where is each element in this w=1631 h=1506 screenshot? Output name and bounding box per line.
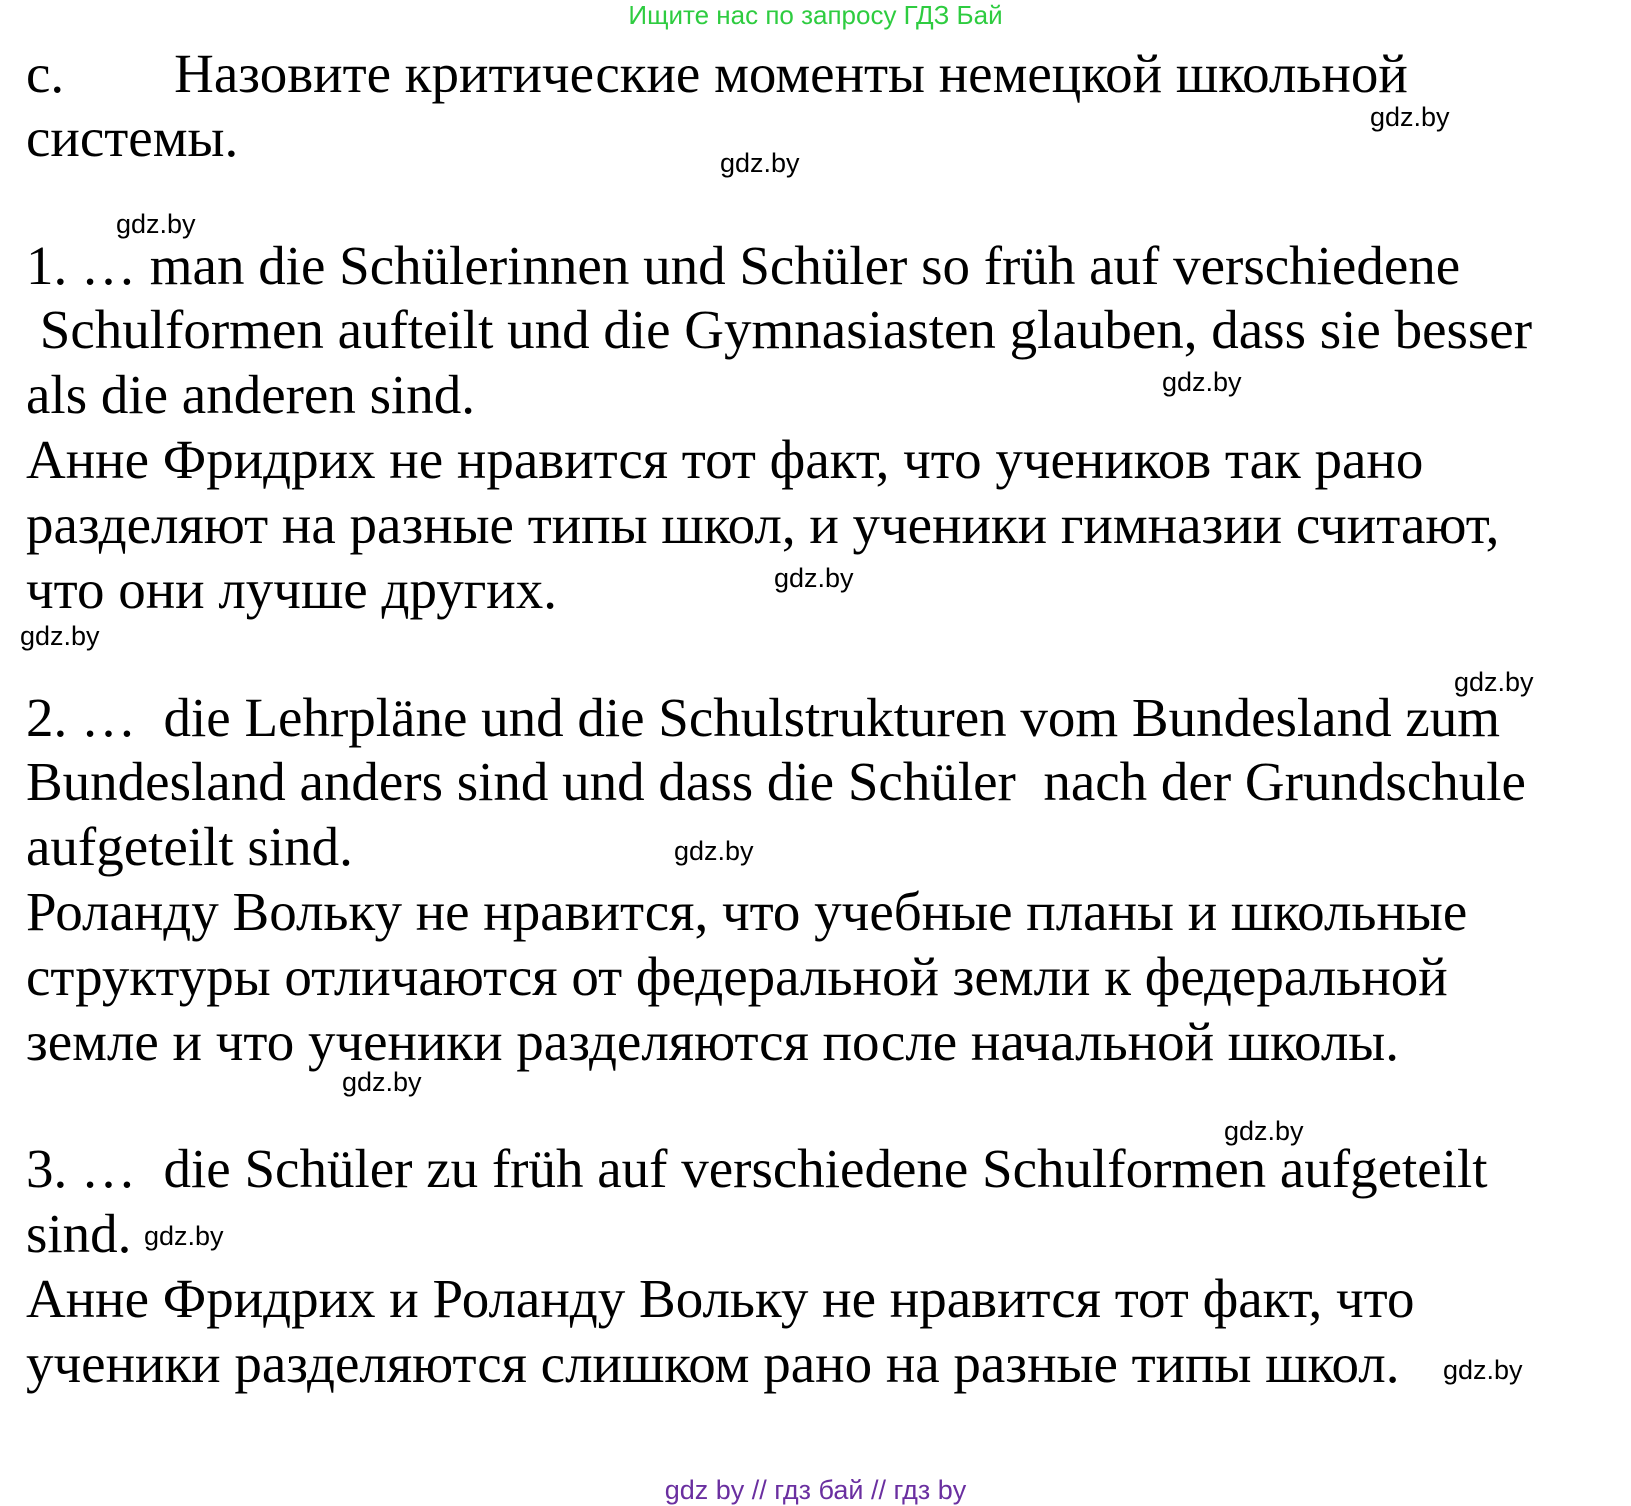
heading-line-2: системы. [26, 107, 239, 168]
item-2-ru-line-1: Роланду Вольку не нравится, что учебные планы и школьные [26, 881, 1468, 942]
item-1-ru-line-1: Анне Фридрих не нравится тот факт, что учеников так рано [26, 429, 1424, 490]
item-1-ru-line-2: разделяют на разные типы школ, и ученики гимназии считают, [26, 494, 1500, 555]
item-2-de-line-3: aufgeteilt sind. [26, 816, 353, 877]
watermark: gdz.by [1370, 102, 1450, 132]
watermark: gdz.by [774, 563, 854, 593]
watermark: gdz.by [1454, 667, 1534, 697]
item-2-de-line-1: 2. … die Lehrpläne und die Schulstrukturen vom Bundesland zum [26, 687, 1501, 748]
item-1-de-line-3: als die anderen sind. [26, 364, 476, 425]
watermark: gdz.by [20, 621, 100, 651]
heading-line-1: c. Назовите критические моменты немецкой школьной [26, 43, 1408, 104]
item-2-ru-line-2: структуры отличаются от федеральной земли к федеральной [26, 946, 1448, 1007]
watermark: gdz.by [1224, 1116, 1304, 1146]
item-1-de-line-1: 1. … man die Schülerinnen und Schüler so früh auf verschiedene [26, 235, 1461, 296]
watermark: gdz.by [144, 1221, 224, 1251]
item-2-de-line-2: Bundesland anders sind und dass die Schüler nach der Grundschule [26, 751, 1526, 812]
footer-watermark: gdz by // гдз бай // гдз by [664, 1475, 967, 1505]
item-3-ru-line-2: ученики разделяются слишком рано на разные типы школ. [26, 1333, 1400, 1394]
search-hint-banner: Ищите нас по запросу ГДЗ Бай [628, 0, 1003, 30]
item-3-de-line-2: sind. [26, 1203, 132, 1264]
watermark: gdz.by [674, 836, 754, 866]
watermark: gdz.by [116, 209, 196, 239]
item-2-ru-line-3: земле и что ученики разделяются после начальной школы. [26, 1011, 1399, 1072]
watermark: gdz.by [720, 148, 800, 178]
item-1-ru-line-3: что они лучше других. [26, 559, 557, 620]
item-3-ru-line-1: Анне Фридрих и Роланду Вольку не нравится тот факт, что [26, 1268, 1415, 1329]
item-3-de-line-1: 3. … die Schüler zu früh auf verschiedene Schulformen aufgeteilt [26, 1138, 1488, 1199]
item-1-de-line-2: Schulformen aufteilt und die Gymnasiasten glauben, dass sie besser [26, 299, 1533, 360]
watermark: gdz.by [1162, 367, 1242, 397]
watermark: gdz.by [1443, 1355, 1523, 1385]
watermark: gdz.by [342, 1067, 422, 1097]
